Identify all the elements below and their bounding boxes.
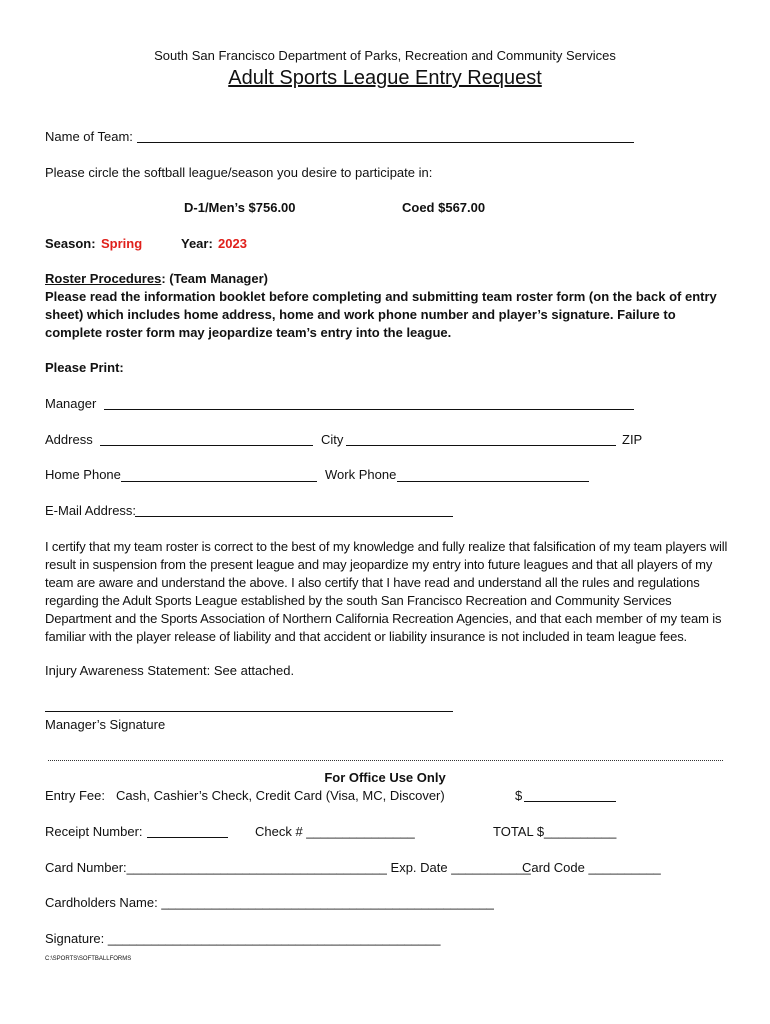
roster-heading-block [45, 271, 268, 287]
manager-signature-label: Manager’s Signature [45, 717, 166, 732]
certification-text: I certify that my team roster is correct to the best of my knowledge and fully realize that falsification of my team players will result in suspension from the present league and may jeopardize my entry into future leagues and that all players of my team are aware and understand the above. I also certify that I have read and understand all the rules and regulations regarding the Adult Sports League established by the south San Francisco Recreation and Community Services Department and the Sports Association of Northern California Recreation Agencies, and that each member of my team is familiar with the player release of liability and that accident or liability insurance is not included in team league fees. [45, 539, 728, 644]
home-phone-field[interactable] [121, 481, 317, 482]
entry-fee-methods: Cash, Cashier’s Check, Credit Card (Visa, MC, Discover) [116, 788, 445, 803]
roster-heading: Roster Procedures [45, 271, 162, 286]
roster-instructions: Please read the information booklet before completing and submitting team roster form (on the back of entry sheet) which includes home address, home and work phone number and player’s signature. Failure to complete roster form may jeopardize team’s entry into the league. [45, 289, 717, 340]
email-label: E-Mail Address: [45, 503, 137, 518]
please-print-heading: Please Print: [45, 360, 124, 375]
total-field[interactable]: TOTAL $__________ [493, 824, 617, 839]
card-code-field[interactable]: Card Code __________ [522, 860, 661, 875]
office-divider [48, 760, 723, 761]
department-name: South San Francisco Department of Parks, Recreation and Community Services [154, 48, 616, 63]
city-label: City [321, 432, 344, 447]
manager-signature-field[interactable] [45, 711, 453, 712]
receipt-number-field[interactable] [147, 837, 228, 838]
league-option-coed[interactable]: Coed $567.00 [402, 200, 486, 215]
cardholder-name-field[interactable]: Cardholders Name: ______________________________________________ [45, 895, 494, 910]
manager-field[interactable] [104, 409, 634, 410]
check-number-field[interactable]: Check # _______________ [255, 824, 415, 839]
office-signature-field[interactable]: Signature: ______________________________________________ [45, 931, 441, 946]
home-phone-label: Home Phone [45, 467, 121, 482]
injury-statement: Injury Awareness Statement: See attached. [45, 663, 295, 678]
form-title: Adult Sports League Entry Request [228, 67, 542, 89]
address-field[interactable] [100, 445, 313, 446]
city-field[interactable] [346, 445, 616, 446]
league-circle-prompt: Please circle the softball league/season you desire to participate in: [45, 165, 433, 180]
roster-heading-suffix: : (Team Manager) [161, 271, 268, 286]
team-name-label: Name of Team: [45, 129, 133, 144]
entry-fee-label: Entry Fee: [45, 788, 105, 803]
year-label: Year: [181, 236, 213, 251]
address-label: Address [45, 432, 93, 447]
zip-label: ZIP [622, 432, 643, 447]
footer-file-path: C:\SPORTS\SOFTBALLFORMS [45, 956, 132, 962]
league-option-men[interactable]: D-1/Men’s $756.00 [184, 200, 296, 215]
manager-label: Manager [45, 396, 97, 411]
year-value: 2023 [218, 236, 247, 251]
team-name-field[interactable] [137, 142, 634, 143]
card-number-field[interactable]: Card Number:____________________________________ Exp. Date ___________ [45, 860, 531, 875]
entry-fee-dollar: $ [515, 788, 523, 803]
office-use-heading: For Office Use Only [324, 770, 446, 785]
work-phone-field[interactable] [397, 481, 589, 482]
season-value: Spring [101, 236, 143, 251]
entry-fee-field[interactable] [524, 801, 616, 802]
work-phone-label: Work Phone [325, 467, 397, 482]
season-label: Season: [45, 236, 96, 251]
receipt-number-label: Receipt Number: [45, 824, 143, 839]
email-field[interactable] [135, 516, 453, 517]
